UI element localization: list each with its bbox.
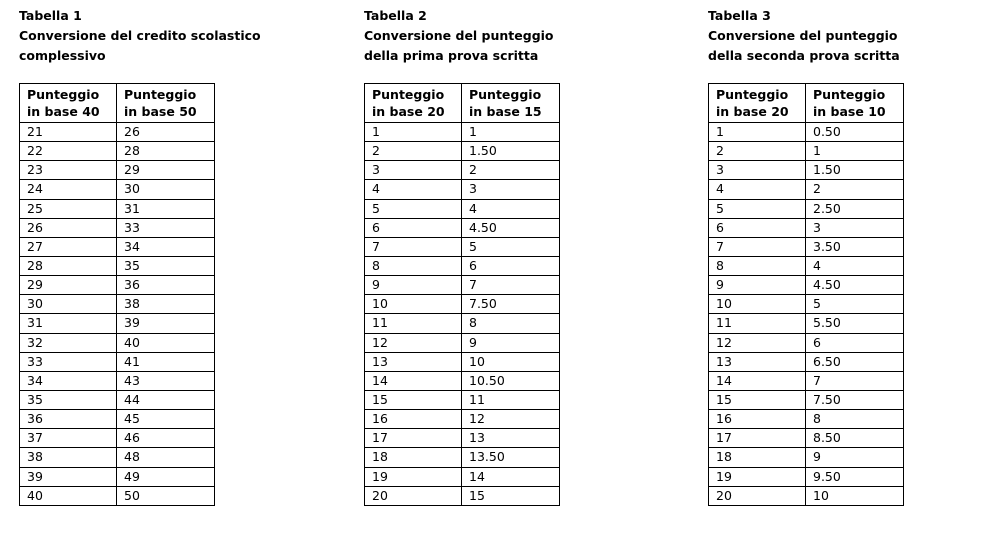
table-row [20,314,215,333]
column-header-line: Punteggio [469,87,542,102]
column-header-line: in base 20 [372,104,445,119]
table-row [20,390,215,409]
converted-score-cell: 8 [462,314,560,333]
table-header-row [709,84,904,123]
source-score-cell: 32 [20,333,117,352]
converted-score-cell: 4.50 [806,276,904,295]
column-header-line: Punteggio [124,87,197,102]
table-caption-line: Conversione del punteggio [364,28,554,43]
source-score-cell: 9 [365,276,462,295]
converted-score-cell: 4 [462,199,560,218]
table-row [365,180,560,199]
column-header-line: Punteggio [813,87,886,102]
table-row [20,486,215,505]
converted-score-cell: 3 [806,218,904,237]
source-score-cell: 13 [709,352,806,371]
table-header-row [365,84,560,123]
converted-score-cell: 40 [117,333,215,352]
source-score-cell: 20 [709,486,806,505]
converted-score-cell: 48 [117,448,215,467]
table-caption-line: Conversione del punteggio [708,28,898,43]
converted-score-cell: 7.50 [806,390,904,409]
table-row [709,256,904,275]
converted-score-cell: 1 [462,123,560,142]
source-score-cell: 12 [365,333,462,352]
converted-score-cell: 35 [117,256,215,275]
converted-score-cell: 28 [117,142,215,161]
table-row [709,371,904,390]
source-score-cell: 35 [20,390,117,409]
table-row [20,352,215,371]
converted-score-cell: 1.50 [806,161,904,180]
table-row [20,295,215,314]
table-row [709,180,904,199]
converted-score-cell: 5 [462,237,560,256]
conversion-table [708,83,904,506]
converted-score-cell: 0.50 [806,123,904,142]
converted-score-cell: 10 [462,352,560,371]
table-block-1 [19,6,261,506]
table-row [365,371,560,390]
source-score-cell: 21 [20,123,117,142]
table-row [365,142,560,161]
source-score-cell: 24 [20,180,117,199]
table-row [365,256,560,275]
table-row [709,467,904,486]
converted-score-cell: 31 [117,199,215,218]
table-row [365,352,560,371]
table-caption-line: Conversione del credito scolastico [19,28,261,43]
source-score-cell: 33 [20,352,117,371]
table-row [20,410,215,429]
converted-score-cell: 9.50 [806,467,904,486]
converted-score-cell: 6.50 [806,352,904,371]
source-score-cell: 40 [20,486,117,505]
converted-score-cell: 50 [117,486,215,505]
converted-score-cell: 12 [462,410,560,429]
column-header-line: Punteggio [27,87,100,102]
converted-score-cell: 46 [117,429,215,448]
table-row [20,123,215,142]
source-score-cell: 3 [365,161,462,180]
source-score-cell: 37 [20,429,117,448]
table-row [20,180,215,199]
table-row [20,237,215,256]
converted-score-cell: 43 [117,371,215,390]
table-caption-line: della seconda prova scritta [708,48,900,63]
converted-score-cell: 8 [806,410,904,429]
table-row [20,276,215,295]
source-score-cell: 6 [709,218,806,237]
source-score-cell: 19 [709,467,806,486]
converted-score-cell: 1.50 [462,142,560,161]
table-row [709,352,904,371]
table-row [20,199,215,218]
table-row [709,237,904,256]
source-score-cell: 18 [709,448,806,467]
column-header-line: Punteggio [716,87,789,102]
converted-score-cell: 13.50 [462,448,560,467]
converted-score-cell: 45 [117,410,215,429]
source-score-cell: 3 [709,161,806,180]
table-row [365,199,560,218]
conversion-table [19,83,215,506]
source-score-cell: 10 [709,295,806,314]
converted-score-cell: 36 [117,276,215,295]
column-header-line: in base 15 [469,104,542,119]
column-header-line: in base 40 [27,104,100,119]
converted-score-cell: 34 [117,237,215,256]
source-score-cell: 13 [365,352,462,371]
converted-score-cell: 4 [806,256,904,275]
table-row [20,161,215,180]
converted-score-cell: 38 [117,295,215,314]
table-row [709,218,904,237]
converted-score-cell: 9 [806,448,904,467]
source-score-cell: 16 [709,410,806,429]
source-score-cell: 4 [709,180,806,199]
converted-score-cell: 7 [806,371,904,390]
table-row [709,314,904,333]
converted-score-cell: 30 [117,180,215,199]
table-title: Tabella 3 [708,8,771,23]
converted-score-cell: 14 [462,467,560,486]
table-body [365,123,560,506]
converted-score-cell: 33 [117,218,215,237]
table-row [709,142,904,161]
source-score-cell: 19 [365,467,462,486]
table-row [20,429,215,448]
table-row [20,448,215,467]
table-row [365,429,560,448]
source-score-cell: 15 [365,390,462,409]
table-row [365,276,560,295]
source-score-cell: 2 [709,142,806,161]
conversion-table [364,83,560,506]
table-row [365,448,560,467]
source-score-cell: 8 [709,256,806,275]
table-row [365,237,560,256]
source-score-cell: 22 [20,142,117,161]
source-score-cell: 1 [709,123,806,142]
table-row [365,161,560,180]
source-score-cell: 12 [709,333,806,352]
table-row [20,333,215,352]
source-score-cell: 17 [365,429,462,448]
table-caption-line: della prima prova scritta [364,48,539,63]
converted-score-cell: 49 [117,467,215,486]
column-header-line: in base 50 [124,104,197,119]
source-score-cell: 29 [20,276,117,295]
column-header-line: Punteggio [372,87,445,102]
table-title: Tabella 2 [364,8,427,23]
source-score-cell: 5 [365,199,462,218]
source-score-cell: 20 [365,486,462,505]
table-row [709,333,904,352]
source-score-cell: 26 [20,218,117,237]
converted-score-cell: 2 [462,161,560,180]
table-row [709,199,904,218]
table-row [20,371,215,390]
source-score-cell: 8 [365,256,462,275]
converted-score-cell: 9 [462,333,560,352]
table-row [365,410,560,429]
table-row [709,429,904,448]
source-score-cell: 10 [365,295,462,314]
table-row [365,333,560,352]
source-score-cell: 4 [365,180,462,199]
source-score-cell: 27 [20,237,117,256]
source-score-cell: 17 [709,429,806,448]
converted-score-cell: 2 [806,180,904,199]
converted-score-cell: 7.50 [462,295,560,314]
table-row [709,161,904,180]
converted-score-cell: 29 [117,161,215,180]
converted-score-cell: 8.50 [806,429,904,448]
source-score-cell: 25 [20,199,117,218]
converted-score-cell: 3 [462,180,560,199]
table-caption [364,6,560,66]
table-row [709,486,904,505]
column-header [365,84,462,123]
source-score-cell: 11 [365,314,462,333]
source-score-cell: 11 [709,314,806,333]
table-header-row [20,84,215,123]
converted-score-cell: 5.50 [806,314,904,333]
source-score-cell: 38 [20,448,117,467]
column-header [20,84,117,123]
column-header-line: in base 10 [813,104,886,119]
table-row [365,295,560,314]
column-header [117,84,215,123]
converted-score-cell: 3.50 [806,237,904,256]
table-row [709,448,904,467]
source-score-cell: 18 [365,448,462,467]
table-row [365,467,560,486]
source-score-cell: 6 [365,218,462,237]
converted-score-cell: 26 [117,123,215,142]
table-row [20,467,215,486]
converted-score-cell: 10.50 [462,371,560,390]
source-score-cell: 39 [20,467,117,486]
column-header [709,84,806,123]
table-block-3 [708,6,904,506]
converted-score-cell: 7 [462,276,560,295]
source-score-cell: 14 [365,371,462,390]
table-block-2 [364,6,560,506]
converted-score-cell: 13 [462,429,560,448]
source-score-cell: 7 [709,237,806,256]
table-row [709,410,904,429]
source-score-cell: 23 [20,161,117,180]
source-score-cell: 36 [20,410,117,429]
source-score-cell: 1 [365,123,462,142]
table-row [365,123,560,142]
table-row [709,295,904,314]
source-score-cell: 28 [20,256,117,275]
converted-score-cell: 15 [462,486,560,505]
source-score-cell: 2 [365,142,462,161]
table-row [709,390,904,409]
table-caption [19,6,261,66]
column-header-line: in base 20 [716,104,789,119]
table-row [20,256,215,275]
converted-score-cell: 2.50 [806,199,904,218]
table-row [365,390,560,409]
converted-score-cell: 1 [806,142,904,161]
table-body [20,123,215,506]
source-score-cell: 9 [709,276,806,295]
table-row [709,123,904,142]
converted-score-cell: 5 [806,295,904,314]
source-score-cell: 5 [709,199,806,218]
table-caption-line: complessivo [19,48,106,63]
source-score-cell: 34 [20,371,117,390]
table-row [365,218,560,237]
table-row [365,314,560,333]
converted-score-cell: 6 [806,333,904,352]
converted-score-cell: 4.50 [462,218,560,237]
table-title: Tabella 1 [19,8,82,23]
converted-score-cell: 41 [117,352,215,371]
converted-score-cell: 39 [117,314,215,333]
table-row [709,276,904,295]
converted-score-cell: 10 [806,486,904,505]
converted-score-cell: 11 [462,390,560,409]
table-caption [708,6,904,66]
source-score-cell: 14 [709,371,806,390]
column-header [806,84,904,123]
table-body [709,123,904,506]
table-row [20,218,215,237]
table-row [20,142,215,161]
converted-score-cell: 44 [117,390,215,409]
converted-score-cell: 6 [462,256,560,275]
source-score-cell: 31 [20,314,117,333]
source-score-cell: 15 [709,390,806,409]
table-row [365,486,560,505]
column-header [462,84,560,123]
source-score-cell: 7 [365,237,462,256]
source-score-cell: 30 [20,295,117,314]
source-score-cell: 16 [365,410,462,429]
